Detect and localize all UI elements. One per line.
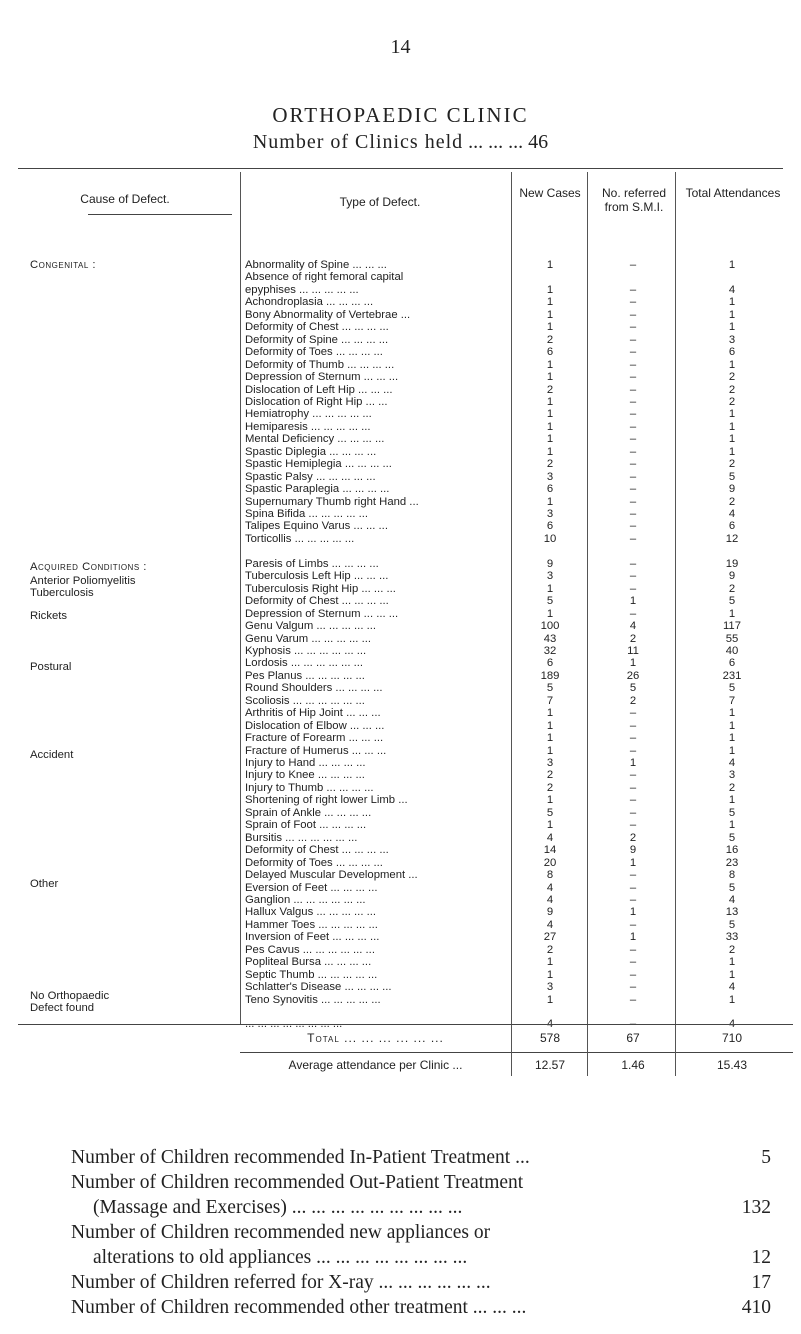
defect-type: Teno Synovitis ... ... ... ... ... [245,993,381,1006]
cause-label: Anterior Poliomyelitis [30,575,136,587]
total-attendances-value: 33 [725,931,739,944]
new-cases-value: 4 [546,881,554,894]
new-cases-value: 1 [546,408,554,421]
referred-value: – [629,383,637,396]
referred-value: – [629,719,637,732]
referred-value: – [629,993,637,1006]
new-cases-value: 1 [546,719,554,732]
new-cases-value: 3 [546,757,554,769]
defect-type: Genu Varum ... ... ... ... ... [245,632,371,645]
new-cases-value: 4 [546,893,554,906]
defect-type: Septic Thumb ... ... ... ... ... [245,968,378,981]
referred-value: – [629,956,637,969]
new-cases-value: 1 [546,321,554,334]
total-attendances-value: 4 [728,283,736,296]
defect-type: Fracture of Forearm ... ... ... [245,732,384,745]
defect-type: ... ... ... ... ... ... ... ... [245,1018,343,1031]
total-attendances-value: 4 [728,981,736,994]
referred-value: 9 [629,844,637,857]
summary-text: Number of Children recommended In-Patient Treatment ... [71,1147,530,1168]
defect-type: Hallux Valgus ... ... ... ... ... [245,906,377,919]
total-attendances-value: 1 [728,321,736,334]
total-attendances-value: 2 [728,395,736,408]
new-cases-value: 2 [546,943,554,956]
new-cases-value: 8 [546,869,554,882]
page-title: ORTHOPAEDIC CLINIC [272,103,529,127]
new-cases-value: 2 [546,333,554,346]
referred-value: – [629,346,637,359]
new-cases-value: 3 [546,981,554,994]
defect-type: Pes Planus ... ... ... ... ... [245,669,365,682]
summary-value: 17 [751,1272,771,1293]
total-attendances-value: 16 [725,844,739,857]
average-divider-2 [587,1052,588,1076]
referred-value: – [629,358,637,371]
total-attendances-value: 7 [728,694,736,707]
referred-value: 2 [629,632,637,645]
total-attendances-value: 3 [728,769,736,782]
total-attendances-value: 4 [728,1018,736,1031]
defect-type: Hemiparesis ... ... ... ... ... [245,420,371,433]
summary-line [71,1170,771,1195]
new-cases-value: 1 [546,707,554,720]
new-cases-value: 2 [546,781,554,794]
total-attendances-value: 4 [728,508,736,520]
defect-type: Popliteal Bursa ... ... ... ... [245,956,372,969]
table-top-rule [18,168,783,169]
new-cases-value: 1 [546,956,554,969]
cause-label: Defect found [30,1002,95,1014]
clinics-held-label: Number of Clinics held [252,131,464,153]
defect-type: Dislocation of Elbow ... ... ... [245,719,385,732]
new-cases-value: 1 [546,433,554,446]
referred-value: – [629,557,637,570]
referred-value: 1 [629,931,637,944]
total-attendances-value: 1 [728,433,736,446]
total-top-rule [18,1024,793,1025]
defect-type: epyphises ... ... ... ... ... [245,283,359,296]
new-cases-value: 14 [543,844,557,857]
defect-type: Hemiatrophy ... ... ... ... ... [245,408,372,421]
total-attendances-value: 19 [725,557,739,570]
clinics-held-value: 46 [528,131,549,153]
defect-type: Round Shoulders ... ... ... ... [245,682,383,695]
defect-type: Talipes Equino Varus ... ... ... [245,520,388,533]
defect-type: Deformity of Chest ... ... ... ... [245,844,389,857]
total-attendances-value: 23 [725,856,739,869]
total-attendances-value: 9 [728,570,736,583]
new-cases-value: 27 [543,931,557,944]
referred-value: – [629,570,637,583]
new-cases-value: 1 [546,582,554,595]
total-attendances-value: 1 [728,968,736,981]
summary-text: Number of Children recommended other treatment ... ... ... [71,1297,527,1318]
new-cases-value: 43 [543,632,557,645]
new-cases-value: 1 [546,259,554,271]
cause-label: Other [30,878,59,890]
page-number: 14 [390,36,411,58]
new-cases-value: 1 [546,371,554,384]
total-attendances-value: 2 [728,943,736,956]
total-attendances-value: 4 [728,893,736,906]
total-attendances-value: 1 [728,956,736,969]
referred-value: 26 [626,669,640,682]
total-attendances-value: 5 [728,682,736,695]
defect-type: Arthritis of Hip Joint ... ... ... [245,707,381,720]
total-attendances-value: 1 [728,445,736,458]
summary-line [71,1245,771,1270]
new-cases-value: 2 [546,458,554,471]
total-attendances-value: 5 [728,831,736,844]
total-attendances-value: 1 [728,607,736,620]
total-attendances-value: 8 [728,869,736,882]
total-row [18,1030,798,1046]
referred-value: 5 [629,682,637,695]
referred-value: – [629,296,637,309]
referred-value: – [629,781,637,794]
referred-value: – [629,371,637,384]
total-referred: 67 [626,1031,640,1045]
total-attendances-value: 2 [728,582,736,595]
average-new: 12.57 [534,1058,566,1072]
average-top-rule [240,1052,793,1053]
total-attendances-value: 117 [722,620,741,633]
defect-type: Supernumary Thumb right Hand ... [245,495,419,508]
defect-type: Bursitis ... ... ... ... ... ... [245,831,358,844]
new-cases-value: 1 [546,993,554,1006]
defect-type: Spastic Paraplegia ... ... ... ... [245,483,390,496]
referred-value: 2 [629,831,637,844]
summary-value: 410 [741,1297,771,1318]
summary-line [71,1195,771,1220]
defect-type: Genu Valgum ... ... ... ... ... [245,620,377,633]
total-attendances-value: 5 [728,806,736,819]
header-referred: No. referred from S.M.I. [601,186,667,214]
referred-value: – [629,881,637,894]
referred-value: – [629,333,637,346]
referred-value: – [629,520,637,533]
referred-value: – [629,259,637,271]
defect-type: Deformity of Thumb ... ... ... ... [245,358,395,371]
referred-value: – [629,943,637,956]
average-row [18,1057,798,1073]
defect-type: Deformity of Toes ... ... ... ... [245,346,383,359]
total-attendances-value: 3 [728,333,736,346]
new-cases-value: 5 [546,595,554,608]
total-attendances-value: 231 [722,669,742,682]
referred-value: – [629,968,637,981]
summary-value: 5 [761,1147,771,1168]
average-divider [511,1052,512,1076]
referred-value: – [629,1018,637,1031]
defect-type: Injury to Hand ... ... ... ... [245,757,366,769]
referred-value: 1 [629,856,637,869]
defect-type: Sprain of Foot ... ... ... ... [245,819,367,832]
defect-type: Absence of right femoral capital [245,271,404,284]
new-cases-value: 2 [546,383,554,396]
divider-ref-left [587,172,588,1052]
referred-value: – [629,458,637,471]
defect-type: Kyphosis ... ... ... ... ... ... [245,644,367,657]
referred-value: – [629,582,637,595]
total-attendances-value: 5 [728,470,736,483]
total-attendances-value: 6 [728,520,736,533]
total-attendances-value: 1 [728,719,736,732]
header-new-cases: New Cases [519,186,581,200]
cause-label: Acquired Conditions : [30,561,147,573]
defect-type: Spina Bifida ... ... ... ... ... [245,508,369,520]
new-cases-value: 1 [546,420,554,433]
new-cases-value: 1 [546,732,554,745]
new-cases-value: 6 [546,520,554,533]
average-divider-3 [675,1052,676,1076]
defect-type: Deformity of Spine ... ... ... ... [245,333,389,346]
defect-type: Depression of Sternum ... ... ... [245,607,399,620]
clinics-held-leader: ... ... ... [468,131,524,153]
summary-line [71,1270,771,1295]
referred-value: 4 [629,620,637,633]
defect-type: Paresis of Limbs ... ... ... ... [245,557,379,570]
total-attendances: 710 [721,1031,743,1045]
summary-text: Number of Children recommended Out-Patient Treatment [71,1172,524,1193]
cause-label: Congenital : [30,259,97,271]
summary-value: 132 [741,1197,771,1218]
new-cases-value: 4 [546,1018,554,1031]
total-attendances-value: 1 [728,707,736,720]
referred-value: – [629,893,637,906]
summary-text: Number of Children recommended new appliances or [71,1222,491,1243]
total-attendances-value: 4 [728,757,736,769]
defect-type: Eversion of Feet ... ... ... ... [245,881,378,894]
new-cases-value: 1 [546,308,554,321]
total-attendances-value: 1 [728,296,736,309]
summary-text: alterations to old appliances ... ... ... ... ... ... ... ... [93,1247,468,1268]
new-cases-value: 1 [546,819,554,832]
defect-type: Dislocation of Right Hip ... ... [245,395,388,408]
new-cases-value: 3 [546,570,554,583]
new-cases-value: 1 [546,495,554,508]
defect-type: Spastic Palsy ... ... ... ... ... [245,470,376,483]
total-attendances-value: 2 [728,458,736,471]
defect-type: Ganglion ... ... ... ... ... ... [245,893,366,906]
total-attendances-value: 1 [728,308,736,321]
total-attendances-value: 55 [725,632,739,645]
defect-type: Injury to Knee ... ... ... ... [245,769,365,782]
defect-type: Schlatter's Disease ... ... ... ... [245,981,392,994]
total-attendances-value: 2 [728,495,736,508]
total-new: 578 [539,1031,561,1045]
defect-type: Bony Abnormality of Vertebrae ... [245,308,411,321]
referred-value: – [629,732,637,745]
summary-line [71,1295,771,1320]
referred-value: – [629,445,637,458]
referred-value: – [629,308,637,321]
defect-type: Spastic Diplegia ... ... ... ... [245,445,377,458]
clinics-held-line [0,131,801,154]
referred-value: 2 [629,694,637,707]
defect-type: Deformity of Chest ... ... ... ... [245,595,389,608]
referred-value: – [629,769,637,782]
new-cases-value: 189 [540,669,560,682]
new-cases-value: 3 [546,508,554,520]
total-attendances-value: 6 [728,657,736,670]
defect-type: Inversion of Feet ... ... ... ... [245,931,380,944]
new-cases-value: 9 [546,557,554,570]
new-cases-value: 9 [546,906,554,919]
total-attendances-value: 1 [728,794,736,807]
referred-value: – [629,981,637,994]
new-cases-value: 6 [546,483,554,496]
total-attendances-value: 1 [728,732,736,745]
total-label: Total ... ... ... ... ... ... [307,1031,444,1045]
referred-value: – [629,470,637,483]
defect-type: Shortening of right lower Limb ... [245,794,408,807]
summary-line [71,1145,771,1170]
summary-value: 12 [751,1247,771,1268]
defect-type: Hammer Toes ... ... ... ... ... [245,918,378,931]
total-attendances-value: 40 [725,644,739,657]
defect-type: Dislocation of Left Hip ... ... ... [245,383,393,396]
cause-label: Accident [30,749,74,761]
new-cases-value: 5 [546,806,554,819]
defect-type: Torticollis ... ... ... ... ... [245,532,355,545]
header-type: Type of Defect. [339,195,421,209]
total-attendances-value: 2 [728,781,736,794]
total-attendances-value: 13 [725,906,739,919]
total-attendances-value: 1 [728,744,736,757]
total-attendances-value: 12 [725,532,739,545]
referred-value: – [629,395,637,408]
new-cases-value: 6 [546,657,554,670]
summary-section [71,1145,771,1320]
defect-type: Mental Deficiency ... ... ... ... [245,433,385,446]
average-referred: 1.46 [621,1058,645,1072]
referred-value: – [629,794,637,807]
cause-label: No Orthopaedic [30,990,110,1002]
average-attendances: 15.43 [716,1058,748,1072]
summary-text: Number of Children referred for X-ray ... ... ... ... ... ... [71,1272,491,1293]
referred-value: – [629,408,637,421]
defect-type: Depression of Sternum ... ... ... [245,371,399,384]
new-cases-value: 1 [546,395,554,408]
referred-value: – [629,495,637,508]
new-cases-value: 1 [546,358,554,371]
new-cases-value: 20 [543,856,557,869]
total-attendances-value: 1 [728,259,736,271]
total-attendances-value: 5 [728,881,736,894]
total-attendances-value: 1 [728,420,736,433]
header-cause-underline [88,214,232,215]
new-cases-value: 1 [546,794,554,807]
defect-type: Abnormality of Spine ... ... ... [245,259,387,271]
summary-text: (Massage and Exercises) ... ... ... ... ... ... ... ... ... [93,1197,463,1218]
cause-label: Postural [30,661,72,673]
new-cases-value: 2 [546,769,554,782]
total-attendances-value: 2 [728,383,736,396]
referred-value: – [629,918,637,931]
defect-type: Lordosis ... ... ... ... ... ... [245,657,364,670]
defect-type: Deformity of Chest ... ... ... ... [245,321,389,334]
defect-type: Deformity of Toes ... ... ... ... [245,856,383,869]
new-cases-value: 1 [546,968,554,981]
total-attendances-value: 1 [728,819,736,832]
defect-type: Scoliosis ... ... ... ... ... ... [245,694,365,707]
defect-type: Tuberculosis Right Hip ... ... ... [245,582,396,595]
referred-value: – [629,819,637,832]
total-attendances-value: 1 [728,993,736,1006]
referred-value: 1 [629,657,637,670]
new-cases-value: 10 [543,532,557,545]
defect-type: Delayed Muscular Development ... [245,869,418,882]
total-attendances-value: 6 [728,346,736,359]
referred-value: – [629,532,637,545]
referred-value: – [629,283,637,296]
header-total: Total Attendances [685,186,781,200]
referred-value: – [629,806,637,819]
total-attendances-value: 1 [728,408,736,421]
total-attendances-value: 1 [728,358,736,371]
referred-value: – [629,321,637,334]
referred-value: – [629,607,637,620]
header-cause: Cause of Defect. [80,192,170,206]
referred-value: 1 [629,757,637,769]
defect-type: Injury to Thumb ... ... ... ... [245,781,374,794]
new-cases-value: 1 [546,283,554,296]
cause-label: Rickets [30,610,68,622]
new-cases-value: 1 [546,445,554,458]
referred-value: – [629,869,637,882]
average-label: Average attendance per Clinic ... [288,1058,463,1072]
new-cases-value: 1 [546,296,554,309]
referred-value: 1 [629,595,637,608]
new-cases-value: 7 [546,694,554,707]
referred-value: – [629,707,637,720]
total-attendances-value: 2 [728,371,736,384]
total-attendances-value: 5 [728,918,736,931]
referred-value: 11 [627,644,639,657]
defect-type: Spastic Hemiplegia ... ... ... ... [245,458,392,471]
new-cases-value: 4 [546,918,554,931]
summary-line [71,1220,771,1245]
new-cases-value: 32 [543,644,557,657]
defect-type: Pes Cavus ... ... ... ... ... ... [245,943,375,956]
new-cases-value: 1 [546,744,554,757]
defect-type: Sprain of Ankle ... ... ... ... [245,806,372,819]
defect-type: Fracture of Humerus ... ... ... [245,744,387,757]
new-cases-value: 4 [546,831,554,844]
referred-value: – [629,420,637,433]
new-cases-value: 3 [546,470,554,483]
new-cases-value: 1 [546,607,554,620]
total-attendances-value: 9 [728,483,736,496]
new-cases-value: 5 [546,682,554,695]
referred-value: – [629,508,637,520]
total-attendances-value: 5 [728,595,736,608]
referred-value: 1 [629,906,637,919]
new-cases-value: 6 [546,346,554,359]
new-cases-value: 100 [540,620,560,633]
referred-value: – [629,483,637,496]
cause-label: Tuberculosis [30,587,94,599]
defect-type: Tuberculosis Left Hip ... ... ... [245,570,389,583]
defect-type: Achondroplasia ... ... ... ... [245,296,374,309]
referred-value: – [629,433,637,446]
referred-value: – [629,744,637,757]
